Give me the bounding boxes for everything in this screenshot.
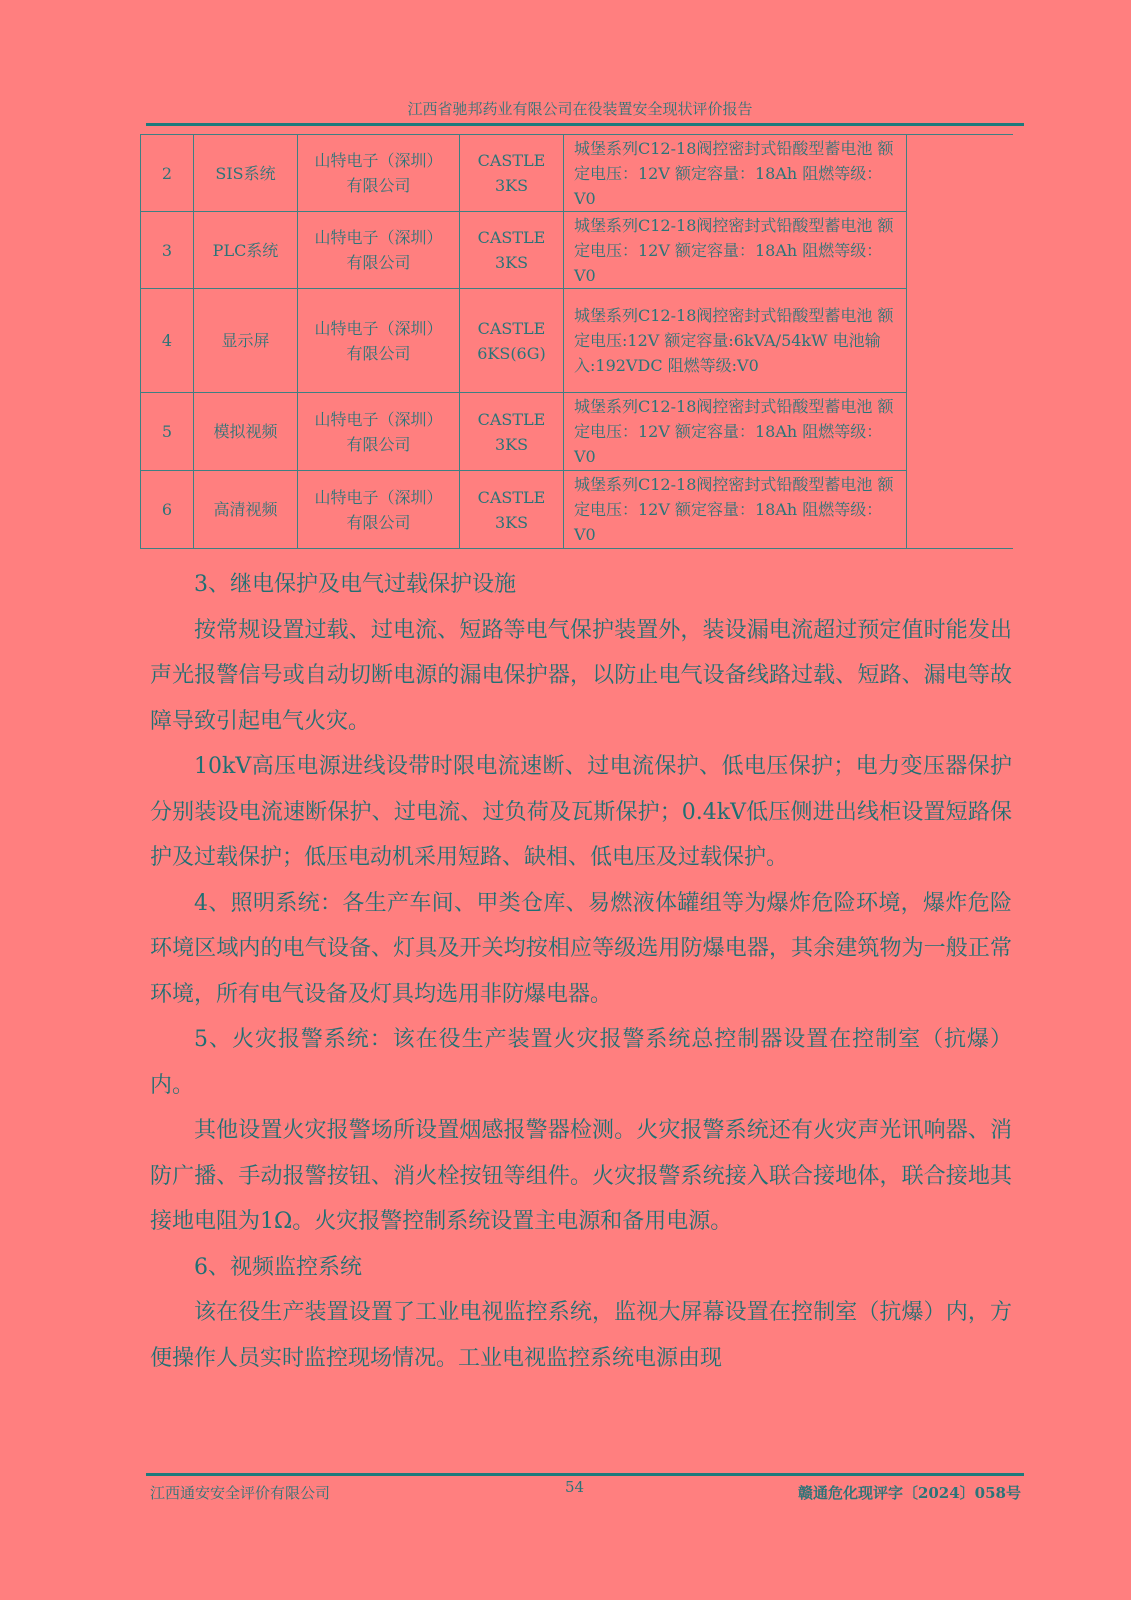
- cell-maker: 山特电子（深圳） 有限公司: [298, 471, 460, 549]
- cell-no: 2: [141, 135, 194, 212]
- paragraph: 该在役生产装置设置了工业电视监控系统，监视大屏幕设置在控制室（抗爆）内，方便操作人员实时监控现场情况。工业电视监控系统电源由现: [150, 1300, 1012, 1371]
- paragraph: 4、照明系统：各生产车间、甲类仓库、易燃液体罐组等为爆炸危险环境，爆炸危险环境区域内的电气设备、灯具及开关均按相应等级选用防爆电器，其余建筑物为一般正常环境，所有电气设备及灯具均选用非防爆电器。: [150, 890, 1012, 1007]
- cell-system: 模拟视频: [194, 393, 298, 471]
- cell-no: 3: [141, 212, 194, 289]
- cell-model: CASTLE 3KS: [460, 393, 564, 471]
- cell-maker: 山特电子（深圳） 有限公司: [298, 289, 460, 393]
- cell-maker: 山特电子（深圳） 有限公司: [298, 212, 460, 289]
- ups-equipment-table: [140, 134, 1013, 549]
- section-heading-relay-protection: 3、继电保护及电气过载保护设施: [194, 572, 516, 597]
- table-row: [141, 289, 1013, 393]
- cell-maker: 山特电子（深圳） 有限公司: [298, 393, 460, 471]
- body-text: [150, 562, 1012, 1381]
- cell-no: 4: [141, 289, 194, 393]
- cell-no: 6: [141, 471, 194, 549]
- paragraph: 其他设置火灾报警场所设置烟感报警器检测。火灾报警系统还有火灾声光讯响器、消防广播、手动报警按钮、消火栓按钮等组件。火灾报警系统接入联合接地体，联合接地其接地电阻为1Ω。火灾报警控制系统设置主电源和备用电源。: [150, 1118, 1012, 1234]
- paragraph: 按常规设置过载、过电流、短路等电气保护装置外，装设漏电流超过预定值时能发出声光报警信号或自动切断电源的漏电保护器，以防止电气设备线路过载、短路、漏电等故障导致引起电气火灾。: [150, 617, 1012, 734]
- table-row: [141, 393, 1013, 471]
- footer-divider: [146, 1473, 1024, 1476]
- footer-report-number: 赣通危化现评字〔2024〕058号: [797, 1484, 1021, 1502]
- cell-spec: 城堡系列C12-18阀控密封式铅酸型蓄电池 额定电压：12V 额定容量：18Ah 阻燃等级：V0: [564, 471, 907, 549]
- cell-spec: 城堡系列C12-18阀控密封式铅酸型蓄电池 额定电压:12V 额定容量:6kVA/54kW 电池输入:192VDC 阻燃等级:V0: [564, 289, 907, 393]
- cell-no: 5: [141, 393, 194, 471]
- page-header-title: 江西省驰邦药业有限公司在役装置安全现状评价报告: [407, 100, 753, 118]
- page-number: 54: [565, 1478, 585, 1496]
- cell-spec: 城堡系列C12-18阀控密封式铅酸型蓄电池 额定电压：12V 额定容量：18Ah 阻燃等级：V0: [564, 135, 907, 212]
- footer-company: 江西通安安全评价有限公司: [150, 1484, 331, 1502]
- section-heading-video-monitoring: 6、视频监控系统: [194, 1254, 362, 1280]
- paragraph: 5、火灾报警系统：该在役生产装置火灾报警系统总控制器设置在控制室（抗爆）内。: [150, 1027, 1012, 1098]
- table-row: [141, 135, 1013, 212]
- header-divider: [146, 123, 1024, 126]
- table-row: [141, 471, 1013, 549]
- table-row: [141, 212, 1013, 289]
- cell-spec: 城堡系列C12-18阀控密封式铅酸型蓄电池 额定电压：12V 额定容量：18Ah 阻燃等级：V0: [564, 393, 907, 471]
- cell-model: CASTLE 3KS: [460, 471, 564, 549]
- cell-model: CASTLE 3KS: [460, 212, 564, 289]
- cell-system: SIS系统: [194, 135, 298, 212]
- cell-model: CASTLE 6KS(6G): [460, 289, 564, 393]
- cell-system: PLC系统: [194, 212, 298, 289]
- cell-maker: 山特电子（深圳） 有限公司: [298, 135, 460, 212]
- cell-model: CASTLE 3KS: [460, 135, 564, 212]
- cell-system: 显示屏: [194, 289, 298, 393]
- cell-system: 高清视频: [194, 471, 298, 549]
- paragraph: 10kV高压电源进线设带时限电流速断、过电流保护、低电压保护；电力变压器保护分别装设电流速断保护、过电流、过负荷及瓦斯保护；0.4kV低压侧进出线柜设置短路保护及过载保护；低压电动机采用短路、缺相、低电压及过载保护。: [150, 754, 1012, 870]
- cell-spec: 城堡系列C12-18阀控密封式铅酸型蓄电池 额定电压：12V 额定容量：18Ah 阻燃等级：V0: [564, 212, 907, 289]
- cell-remark: [907, 135, 1013, 549]
